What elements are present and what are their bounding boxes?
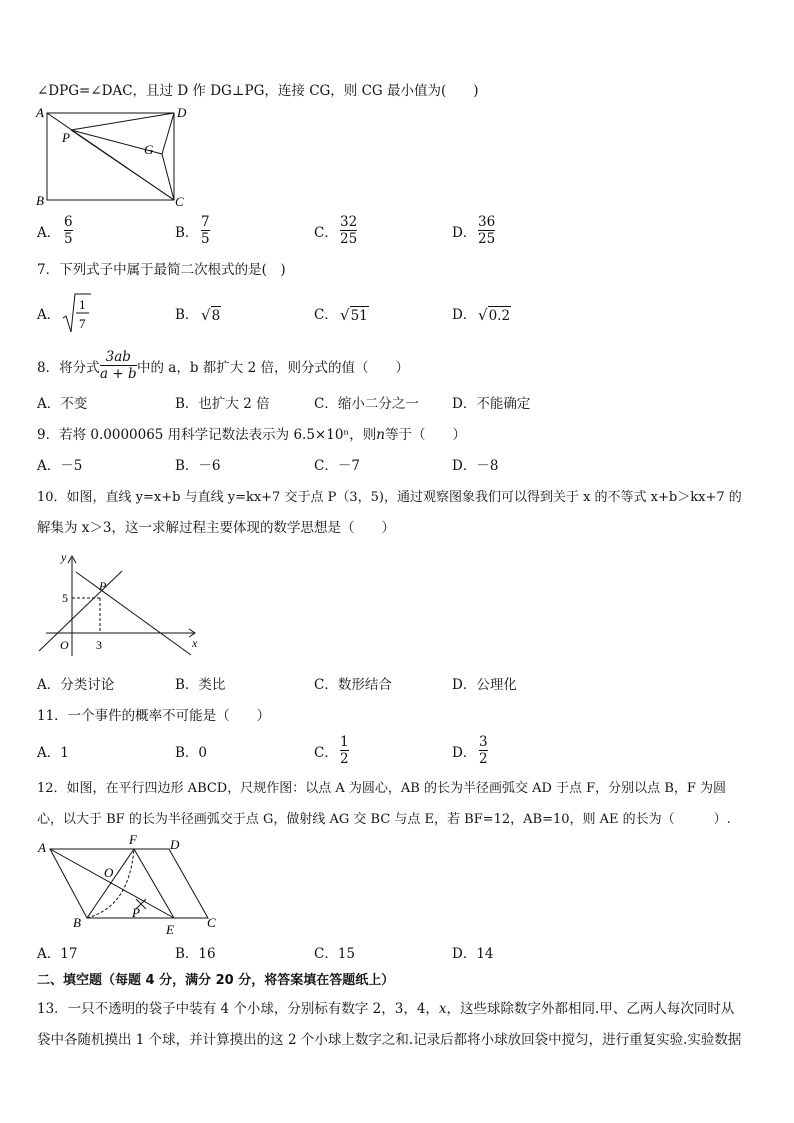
q11-option-c-letter: C． xyxy=(314,745,338,761)
q11-option-d-den: 2 xyxy=(479,751,488,767)
q8-option-d: D．不能确定 xyxy=(452,396,531,412)
q6-option-a-letter: A． xyxy=(37,225,61,241)
q12-parallelogram-figure xyxy=(34,832,224,938)
q12-option-d: D．14 xyxy=(452,946,494,962)
q11-option-a xyxy=(37,744,69,762)
q12-stem-line1: 12．如图，在平行四边形 ABCD，尺规作图：以点 A 为圆心，AB 的长为半径画弧交 AD 于点 F，分别以点 B，F 为圆 xyxy=(37,781,727,796)
q7-option-c-radicand: 51 xyxy=(350,308,368,324)
q12-stem-line2: 心，以大于 BF 的长为半径画弧交于点 G，做射线 AG 交 BC 与点 E，若 BF=12，AB=10，则 AE 的长为（ ）. xyxy=(37,812,731,827)
q6-option-d-num: 36 xyxy=(478,214,496,230)
q9-n-variable: n xyxy=(376,427,385,443)
q6-label-p: P xyxy=(62,130,70,145)
q8-suffix: 中的 a，b 都扩大 2 倍，则分式的值（ ） xyxy=(137,360,409,376)
q6-option-c-letter: C． xyxy=(314,225,338,241)
q10-label-five: 5 xyxy=(62,591,68,605)
q9-option-b: B．－6 xyxy=(175,458,221,474)
q10-option-a: A．分类讨论 xyxy=(37,677,115,693)
q9-stem xyxy=(37,426,466,444)
q11-option-d-num: 3 xyxy=(479,734,488,750)
q11-option-d-letter: D． xyxy=(452,745,477,761)
section-heading-fill-in: 二、填空题（每题 4 分，满分 20 分，将答案填在答题纸上） xyxy=(37,973,395,988)
q13-x-variable: x xyxy=(438,1001,447,1017)
q7-option-c-radical: √ 51 xyxy=(340,306,368,324)
q6-rectangle-figure xyxy=(34,104,194,210)
q8-option-a: A．不变 xyxy=(37,396,88,412)
q13-stem-line1-a: 13．一只不透明的袋子中装有 4 个小球，分别标有数字 2，3，4， xyxy=(37,1001,439,1017)
q6-label-g: G xyxy=(144,142,154,157)
q6-option-c-den: 25 xyxy=(340,231,358,247)
q9-option-d: D．－8 xyxy=(452,458,499,474)
q12-label-b: B xyxy=(73,915,81,930)
q8-frac-num: 3ab xyxy=(105,349,131,365)
q7-option-d-radical: √ 0.2 xyxy=(478,306,511,324)
q12-label-e: E xyxy=(166,922,174,937)
q6-label-d: D xyxy=(177,105,187,120)
q6-option-b-den: 5 xyxy=(201,231,210,247)
q12-label-a: A xyxy=(38,840,46,855)
q11-option-c-num: 1 xyxy=(340,734,349,750)
q7-option-b-radicand: 8 xyxy=(211,308,221,324)
q12-label-c: C xyxy=(207,915,216,930)
q11-option-b-text: 0 xyxy=(198,745,208,761)
q7-option-a-letter: A． xyxy=(37,307,61,323)
q8-prefix: 8．将分式 xyxy=(37,360,100,376)
q7-option-a-num: 1 xyxy=(79,297,86,312)
q11-option-b-letter: B． xyxy=(175,745,199,761)
q7-option-c-letter: C． xyxy=(314,307,338,323)
q12-label-f: F xyxy=(129,832,137,847)
q6-label-b: B xyxy=(36,193,44,208)
q8-frac-den: a + b xyxy=(100,366,137,382)
q11-option-c-den: 2 xyxy=(340,751,349,767)
q12-option-b: B．16 xyxy=(175,946,216,962)
q6-label-c: C xyxy=(175,194,184,209)
q6-option-d-den: 25 xyxy=(478,231,496,247)
q7-option-b-radical: √ 8 xyxy=(201,306,221,324)
q11-option-a-letter: A． xyxy=(37,745,61,761)
q6-option-c-num: 32 xyxy=(340,214,358,230)
q7-stem: 7．下列式子中属于最简二次根式的是( ) xyxy=(37,262,286,278)
q13-stem-line1 xyxy=(37,1000,734,1018)
q11-option-b xyxy=(175,744,207,762)
q6-option-a-fraction xyxy=(64,214,73,247)
q11-option-c-fraction xyxy=(340,734,349,767)
q10-label-o: O xyxy=(60,638,69,652)
q13-stem-line2: 袋中各随机摸出 1 个球，并计算摸出的这 2 个小球上数字之和.记录后都将小球放回袋中搅匀，进行重复实验.实验数据 xyxy=(37,1032,742,1048)
q11-option-a-text: 1 xyxy=(60,745,69,761)
q7-option-d-radicand: 0.2 xyxy=(488,308,511,324)
q12-option-c: C．15 xyxy=(314,946,356,962)
q8-option-b: B．也扩大 2 倍 xyxy=(175,396,270,412)
q10-stem-line1: 10．如图，直线 y=x+b 与直线 y=kx+7 交于点 P（3，5)，通过观察图象我们可以得到关于 x 的不等式 x+b＞kx+7 的 xyxy=(37,490,742,505)
q6-option-d-letter: D． xyxy=(452,225,477,241)
q9-stem-end: 等于（ ） xyxy=(384,427,466,443)
q10-label-y: y xyxy=(61,550,67,564)
q8-fraction xyxy=(100,349,137,382)
q10-graph-figure xyxy=(34,548,209,660)
q9-option-c: C．－7 xyxy=(314,458,360,474)
q9-option-a: A．－5 xyxy=(37,458,83,474)
q6-label-a: A xyxy=(36,105,44,120)
q12-label-o: O xyxy=(104,865,114,880)
q10-stem-line2: 解集为 x＞3，这一求解过程主要体现的数学思想是（ ） xyxy=(37,520,395,536)
q6-stem-tail: ∠DPG=∠DAC，且过 D 作 DG⊥PG，连接 CG，则 CG 最小值为( ) xyxy=(37,83,479,99)
q6-option-a-num: 6 xyxy=(64,214,73,230)
q8-option-c: C．缩小二分之一 xyxy=(314,396,419,412)
q6-option-c-fraction xyxy=(340,214,357,247)
q6-option-b-letter: B． xyxy=(175,225,199,241)
q11-option-d-fraction xyxy=(479,734,488,767)
q10-option-c: C．数形结合 xyxy=(314,677,392,693)
q12-label-p: P xyxy=(132,905,140,920)
q7-option-d-letter: D． xyxy=(452,307,477,323)
q7-option-b-letter: B． xyxy=(175,307,199,323)
q6-option-d-fraction xyxy=(478,214,495,247)
q6-option-a-den: 5 xyxy=(64,231,73,247)
q12-label-d: D xyxy=(170,837,180,852)
q10-label-x: x xyxy=(192,636,198,650)
q10-option-b: B．类比 xyxy=(175,677,226,693)
q6-option-b-fraction xyxy=(201,214,210,247)
q7-option-a-den: 7 xyxy=(79,316,86,331)
q10-option-d: D．公理化 xyxy=(452,677,517,693)
q6-option-b-num: 7 xyxy=(201,214,210,230)
q12-option-a: A．17 xyxy=(37,946,78,962)
q10-label-three: 3 xyxy=(96,638,102,652)
q11-stem: 11．一个事件的概率不可能是（ ） xyxy=(37,708,271,724)
q10-label-p: P xyxy=(99,579,107,593)
q7-option-a-sqrt xyxy=(62,292,92,336)
q13-stem-line1-b: ，这些球除数字外都相同.甲、乙两人每次同时从 xyxy=(446,1001,735,1017)
q9-stem-main: 9．若将 0.0000065 用科学记数法表示为 6.5×10ⁿ，则 xyxy=(37,427,377,443)
